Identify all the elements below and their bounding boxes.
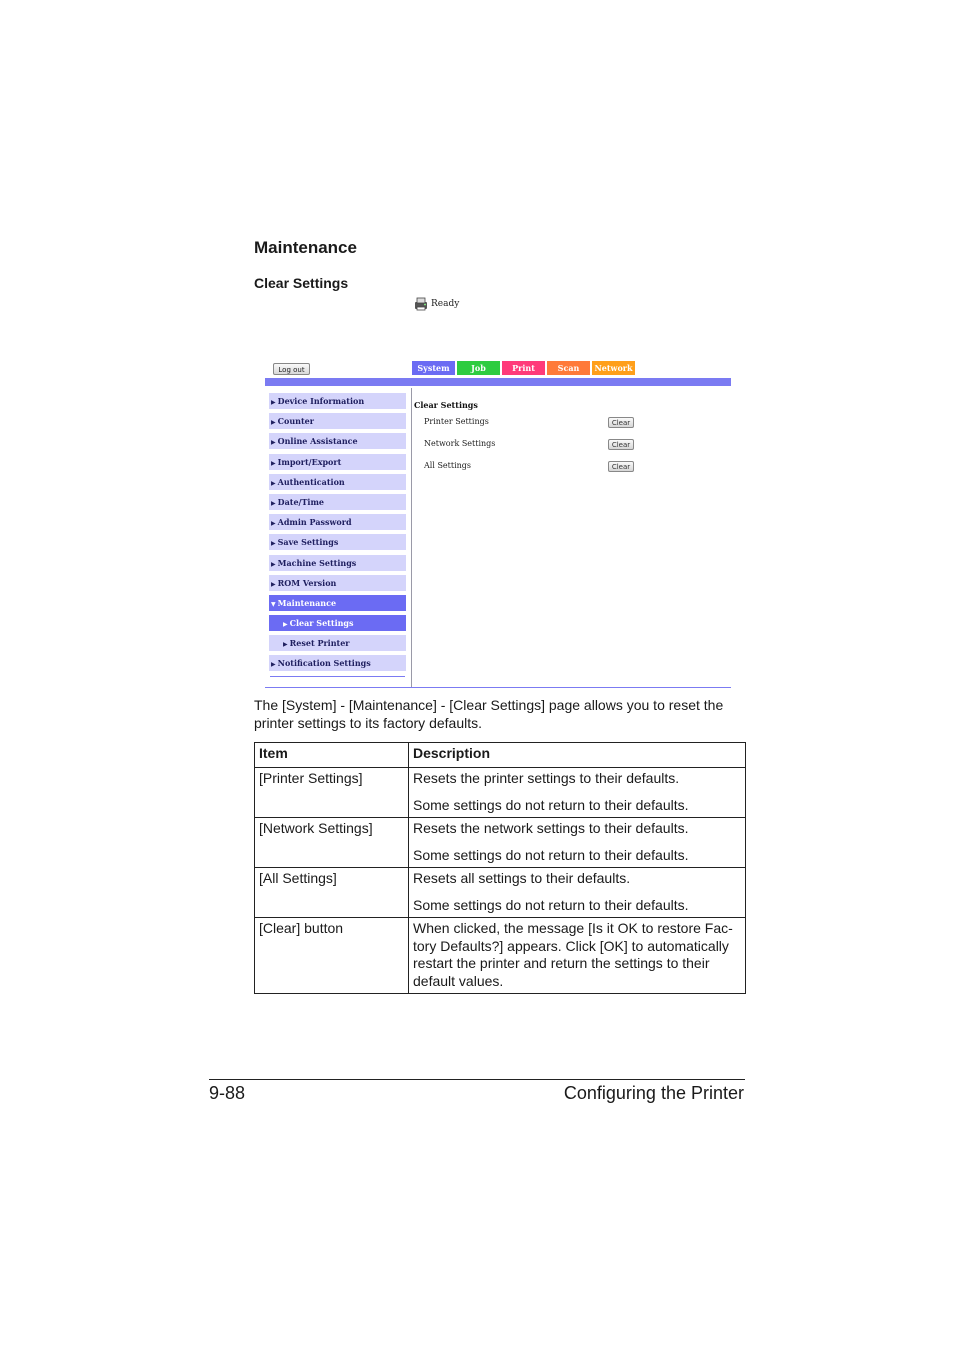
column-header-description: Description bbox=[409, 743, 746, 768]
all-settings-label: All Settings bbox=[424, 461, 472, 470]
description-cell: Resets the network settings to their defaults. Some settings do not return to their defaults. bbox=[409, 818, 746, 868]
description-table bbox=[254, 742, 746, 994]
sidebar-item-rom-version[interactable]: ▶ ROM Version bbox=[269, 575, 406, 591]
sidebar-item-date-time[interactable]: ▶ Date/Time bbox=[269, 494, 406, 510]
arrow-right-icon: ▶ bbox=[271, 520, 276, 528]
printer-settings-label: Printer Settings bbox=[424, 417, 489, 426]
item-cell: [Clear] button bbox=[255, 918, 409, 994]
item-cell: [All Settings] bbox=[255, 868, 409, 918]
item-cell: [Printer Settings] bbox=[255, 768, 409, 818]
item-cell: [Network Settings] bbox=[255, 818, 409, 868]
sidebar-item-machine-settings[interactable]: ▶ Machine Settings bbox=[269, 555, 406, 571]
table-row bbox=[255, 918, 746, 994]
table-row bbox=[255, 818, 746, 868]
description-cell: Resets all settings to their defaults. Some settings do not return to their defaults. bbox=[409, 868, 746, 918]
description-cell: When clicked, the message [Is it OK to restore Fac-tory Defaults?] appears. Click [OK] to automatically restart the printer and return the settings to their default values. bbox=[409, 918, 746, 994]
subsection-title: Clear Settings bbox=[254, 275, 349, 291]
tab-scan[interactable]: Scan bbox=[547, 361, 590, 375]
chapter-title: Configuring the Printer bbox=[563, 1083, 744, 1103]
page-number: 9-88 bbox=[209, 1083, 246, 1103]
vertical-divider bbox=[411, 388, 412, 687]
sidebar-divider bbox=[270, 676, 405, 677]
sidebar-item-counter[interactable]: ▶ Counter bbox=[269, 413, 406, 429]
sidebar-item-device-information[interactable]: ▶ Device Information bbox=[269, 393, 406, 409]
arrow-right-icon: ▶ bbox=[283, 641, 288, 649]
description-cell: Resets the printer settings to their defaults. Some settings do not return to their defaults. bbox=[409, 768, 746, 818]
arrow-right-icon: ▶ bbox=[271, 560, 276, 568]
arrow-right-icon: ▶ bbox=[271, 439, 276, 447]
logout-button[interactable]: Log out bbox=[273, 363, 310, 375]
sidebar-nav bbox=[269, 393, 406, 676]
printer-icon bbox=[413, 296, 429, 312]
arrow-right-icon: ▶ bbox=[271, 661, 276, 669]
intro-paragraph: The [System] - [Maintenance] - [Clear Settings] page allows you to reset the printer settings to its factory defaults. bbox=[254, 697, 724, 731]
sidebar-item-online-assistance[interactable]: ▶ Online Assistance bbox=[269, 433, 406, 449]
tab-job[interactable]: Job bbox=[457, 361, 500, 375]
arrow-right-icon: ▶ bbox=[271, 499, 276, 507]
sidebar-item-authentication[interactable]: ▶ Authentication bbox=[269, 474, 406, 490]
sidebar-item-notification-settings[interactable]: ▶ Notification Settings bbox=[269, 655, 406, 671]
printer-status bbox=[413, 296, 459, 312]
clear-all-settings-button[interactable]: Clear bbox=[608, 461, 634, 472]
top-tabs bbox=[412, 361, 635, 375]
sidebar-item-admin-password[interactable]: ▶ Admin Password bbox=[269, 514, 406, 530]
column-header-item: Item bbox=[255, 743, 409, 768]
sidebar-item-save-settings[interactable]: ▶ Save Settings bbox=[269, 534, 406, 550]
clear-network-settings-button[interactable]: Clear bbox=[608, 439, 634, 450]
arrow-right-icon: ▶ bbox=[271, 580, 276, 588]
arrow-right-icon: ▶ bbox=[271, 479, 276, 487]
sidebar-item-import-export[interactable]: ▶ Import/Export bbox=[269, 454, 406, 470]
tab-network[interactable]: Network bbox=[592, 361, 635, 375]
arrow-right-icon: ▶ bbox=[283, 621, 288, 629]
tab-print[interactable]: Print bbox=[502, 361, 545, 375]
table-row bbox=[255, 868, 746, 918]
header-bar bbox=[265, 378, 731, 386]
sidebar-subitem-reset-printer[interactable]: ▶ Reset Printer bbox=[269, 635, 406, 651]
network-settings-label: Network Settings bbox=[424, 439, 496, 448]
section-title: Maintenance bbox=[254, 238, 357, 257]
arrow-right-icon: ▶ bbox=[271, 399, 276, 406]
sidebar-subitem-clear-settings[interactable]: ▶ Clear Settings bbox=[269, 615, 406, 631]
sidebar-item-maintenance[interactable]: ▼ Maintenance bbox=[269, 595, 406, 611]
table-header-row bbox=[255, 743, 746, 768]
status-text: Ready bbox=[431, 299, 460, 309]
arrow-right-icon: ▶ bbox=[271, 459, 276, 467]
content-title: Clear Settings bbox=[414, 400, 478, 410]
table-row bbox=[255, 768, 746, 818]
tab-system[interactable]: System bbox=[412, 361, 455, 375]
footer-bar bbox=[265, 687, 731, 688]
arrow-down-icon: ▼ bbox=[271, 600, 276, 608]
arrow-right-icon: ▶ bbox=[271, 540, 276, 548]
footer-rule bbox=[209, 1079, 745, 1080]
clear-printer-settings-button[interactable]: Clear bbox=[608, 417, 634, 428]
arrow-right-icon: ▶ bbox=[271, 419, 276, 427]
